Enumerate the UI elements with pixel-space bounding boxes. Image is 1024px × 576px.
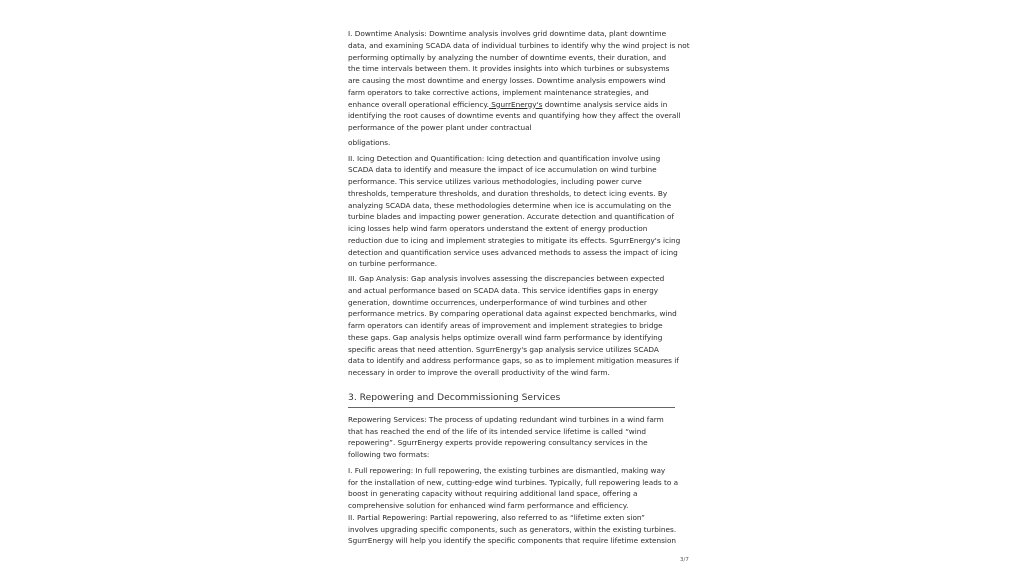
text-line: the time intervals between them. It provides insights into which turbines or subsystems — [348, 64, 670, 74]
text-line: these gaps. Gap analysis helps optimize overall wind farm performance by identifying — [348, 332, 663, 342]
repowering-services-paragraph — [348, 414, 688, 461]
text-line: identifying the root causes of downtime events and quantifying how they affect the overall — [348, 111, 681, 121]
text-line: repowering”. SgurrEnergy experts provide repowering consultancy services in the — [348, 438, 648, 448]
text-line: and actual performance based on SCADA data. This service identifies gaps in energy — [348, 285, 659, 295]
text-line: are causing the most downtime and energy losses. Downtime analysis empowers wind — [348, 76, 666, 85]
text-line: data to identify and address performance gaps, so as to implement mitigation measures if — [348, 356, 679, 366]
text-line: farm operators can identify areas of improvement and implement strategies to bridge — [348, 321, 663, 330]
full-repowering-paragraph — [348, 465, 688, 512]
text-line: turbine blades and impacting power generation. Accurate detection and quantification of — [348, 212, 675, 222]
text-line: farm operators to take corrective actions, implement maintenance strategies, and — [348, 87, 649, 97]
text-line: generation, downtime occurrences, underperformance of wind turbines and other — [348, 297, 647, 307]
text-segment: downtime analysis service aids in — [542, 99, 668, 109]
text-line: I. Downtime Analysis: Downtime analysis involves grid downtime data, plant downtime — [348, 29, 667, 38]
gap-analysis-paragraph — [348, 273, 688, 379]
text-line: performance. This service utilizes various methodologies, including power curve — [348, 177, 642, 186]
text-line: SgurrEnergy will help you identify the specific components that require lifetime extension — [348, 536, 677, 546]
text-line: performance metrics. By comparing operational data against expected benchmarks, wind — [348, 309, 677, 319]
text-line: involves upgrading specific components, such as generators, within the existing turbines. — [348, 524, 677, 534]
text-line: following two formats: — [348, 450, 430, 459]
text-line: icing losses help wind farm operators understand the extent of energy production — [348, 224, 648, 233]
text-line: reduction due to icing and implement strategies to mitigate its effects. SgurrEnergy's icing — [348, 235, 681, 245]
text-line: specific areas that need attention. SgurrEnergy's gap analysis service utilizes SCADA — [348, 344, 659, 354]
text-line: III. Gap Analysis: Gap analysis involves assessing the discrepancies between expected — [348, 274, 665, 283]
text-line: II. Partial Repowering: Partial repowering, also referred to as “lifetime exten sion” — [348, 512, 645, 522]
text-line: analyzing SCADA data, these methodologies determine when ice is accumulating on the — [348, 200, 672, 210]
text-line: for the installation of new, cutting-edge wind turbines. Typically, full repowering leads to a — [348, 477, 679, 487]
page-number: 3/7 — [680, 557, 689, 563]
partial-repowering-paragraph — [348, 512, 688, 547]
text-line: Repowering Services: The process of updating redundant wind turbines in a wind farm — [348, 414, 664, 424]
section-heading: 3. Repowering and Decommissioning Services — [348, 391, 675, 408]
text-segment: enhance overall operational efficiency. — [348, 99, 489, 109]
page-content — [348, 28, 688, 547]
text-line: SCADA data to identify and measure the impact of ice accumulation on wind turbine — [348, 165, 657, 175]
text-line: that has reached the end of the life of its intended service lifetime is called “wind — [348, 426, 647, 436]
text-line: II. Icing Detection and Quantification: Icing detection and quantification involve using — [348, 153, 661, 163]
text-line: data, and examining SCADA data of individual turbines to identify why the wind project is not — [348, 40, 690, 50]
text-line: performance of the power plant under contractual — [348, 123, 532, 132]
text-line: obligations. — [348, 137, 391, 147]
text-line: performing optimally by analyzing the number of downtime events, their duration, and — [348, 52, 667, 62]
text-line: on turbine performance. — [348, 259, 438, 269]
text-line: detection and quantification service uses advanced methods to assess the impact of icing — [348, 247, 678, 257]
text-line: I. Full repowering: In full repowering, the existing turbines are dismantled, making way — [348, 465, 666, 475]
downtime-analysis-paragraph — [348, 28, 688, 149]
icing-detection-paragraph — [348, 153, 688, 271]
sgurrenergy-link[interactable]: SgurrEnergy's — [488, 99, 543, 109]
text-line — [348, 99, 688, 111]
text-line: necessary in order to improve the overall productivity of the wind farm. — [348, 368, 610, 377]
text-line: boost in generating capacity without requiring additional land space, offering a — [348, 489, 638, 499]
text-line: comprehensive solution for enhanced wind farm performance and efficiency. — [348, 501, 629, 510]
text-line: thresholds, temperature thresholds, and duration thresholds, to detect icing events. By — [348, 188, 668, 198]
